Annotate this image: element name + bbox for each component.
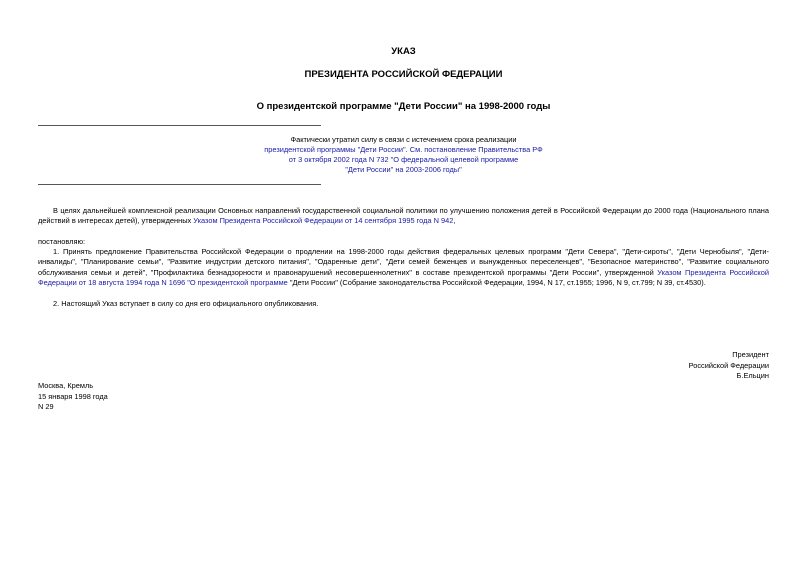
- intro-end: ,: [453, 216, 456, 226]
- signature-title: Президент: [732, 350, 769, 359]
- paragraph-1: [38, 247, 769, 288]
- document-subject: О президентской программе "Дети России" на 1998-2000 годы: [256, 101, 551, 112]
- document-number: N 29: [38, 402, 54, 411]
- decree-942-link[interactable]: Указом Президента Российской Федерации от 14 сентября 1995 года N 942: [193, 216, 454, 226]
- note-divider-top: [38, 125, 321, 126]
- note-divider-bottom: [38, 184, 321, 185]
- paragraph-1-text: 1. Принять предложение Правительства Российской Федерации о продлении на 1998-2000 годы действия федеральных целевых программ "Дети Севера", "Дети-сироты", "Дети Чернобыля", "Дети-инвалиды", "Планирование семьи", "Развитие индустрии детского питания", "Одаренные дети", "Дети семей беженцев и вынужденных переселенцев", "Безопасное материнство", "Развитие социального обслуживания семьи и детей", "Профилактика безнадзорности и правонарушений несовершеннолетних" в составе президентской программы "Дети России", утвержденной: [38, 247, 769, 277]
- validity-note-link-line3[interactable]: от 3 октября 2002 года N 732 "О федеральной целевой программе: [288, 155, 519, 164]
- validity-note-link-line4[interactable]: "Дети России" на 2003-2006 годы": [345, 165, 462, 174]
- place: Москва, Кремль: [38, 381, 94, 390]
- decree-word: постановляю:: [38, 237, 86, 246]
- paragraph-1-end: "Дети России" (Собрание законодательства Российской Федерации, 1994, N 17, ст.1955; 1996, N 9, ст.799; N 39, ст.4530).: [287, 277, 706, 287]
- place-date-block: [38, 381, 108, 413]
- signature-name: Б.Ельцин: [736, 371, 769, 380]
- date: 15 января 1998 года: [38, 391, 108, 401]
- validity-note-line1: Фактически утратил силу в связи с истечением срока реализации: [290, 135, 517, 144]
- document-title: УКАЗ: [391, 46, 416, 57]
- intro-paragraph: [38, 206, 769, 227]
- document-title-issuer: ПРЕЗИДЕНТА РОССИЙСКОЙ ФЕДЕРАЦИИ: [304, 69, 503, 80]
- validity-note: [220, 135, 587, 175]
- signature-org: Российской Федерации: [688, 360, 769, 370]
- signature-block: [689, 350, 769, 382]
- intro-text: В целях дальнейшей комплексной реализации Основных направлений государственной социальной политики по улучшению положения детей в Российской Федерации до 2000 года (Национального плана действий в интересах детей), утвержденных: [38, 206, 769, 226]
- paragraph-2: 2. Настоящий Указ вступает в силу со дня его официального опубликования.: [53, 299, 319, 308]
- decree-1696-link[interactable]: Указом Президента Российской Федерации от 18 августа 1994 года N 1696 "О президентской программе: [38, 267, 769, 287]
- validity-note-link-line2[interactable]: президентской программы "Дети России". См. постановление Правительства РФ: [264, 145, 543, 154]
